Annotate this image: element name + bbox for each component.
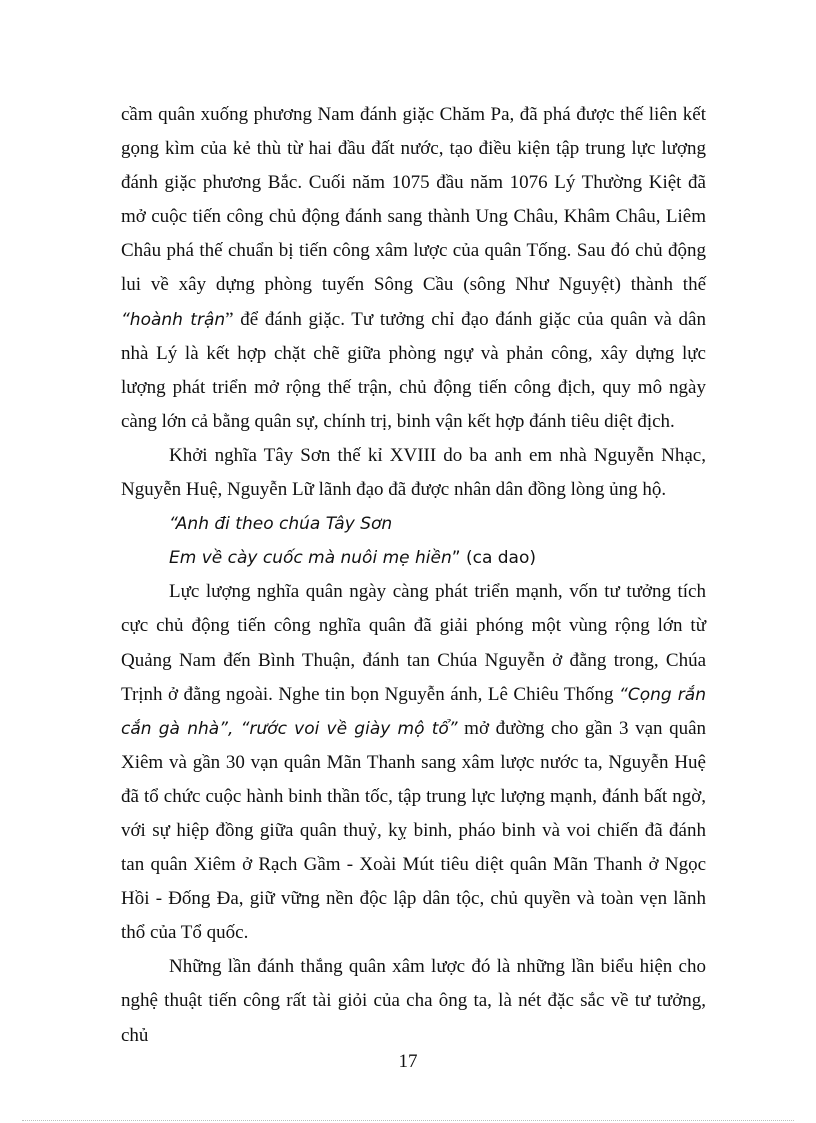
page-number: 17 <box>398 1051 418 1072</box>
verse-line-2 <box>121 541 706 575</box>
quote-cong-ran: “Cọng rắn cắn gà nhà”, “rước voi về giày mộ tổ” <box>121 684 706 739</box>
paragraph-tay-son: Khởi nghĩa Tây Sơn thế kỉ XVIII do ba anh em nhà Nguyễn Nhạc, Nguyễn Huệ, Nguyễn Lữ lãnh đạo đã được nhân dân đồng lòng ủng hộ. <box>121 444 706 501</box>
paragraph-nghia-quan-text-c: mở đường cho gần 3 vạn quân Xiêm và gần 30 vạn quân Mãn Thanh sang xâm lược nước ta, Nguyễn Huệ đã tổ chức cuộc hành binh thần tốc, tập trung lực lượng mạnh, đánh bất ngờ, với sự hiệp đồng giữa quân thuỷ, kỵ binh, pháo binh và voi chiến đã đánh tan quân Xiêm ở Rạch Gầm - Xoài Mút tiêu diệt quân Mãn Thanh ở Ngọc Hồi - Đống Đa, giữ vững nền độc lập dân tộc, chủ quyền và toàn vẹn lãnh thổ của Tổ quốc. <box>121 717 707 944</box>
verse-line-2-text: Em về cày cuốc mà nuôi mẹ hiền <box>169 548 452 569</box>
verse-line-1-text: “Anh đi theo chúa Tây Sơn <box>169 514 393 535</box>
body-text <box>121 98 706 1053</box>
paragraph-ly-dynasty <box>121 98 706 439</box>
paragraph-ly-text-a: cầm quân xuống phương Nam đánh giặc Chăm Pa, đã phá được thế liên kết gọng kìm của kẻ thù từ hai đầu đất nước, tạo điều kiện tập trung lực lượng đánh giặc phương Bắc. Cuối năm 1075 đầu năm 1076 Lý Thường Kiệt đã mở cuộc tiến công chủ động đánh sang thành Ung Châu, Khâm Châu, Liêm Châu phá thế chuẩn bị tiến công xâm lược của quân Tống. Sau đó chủ động lui về xây dựng phòng tuyến Sông Cầu (sông Như Nguyệt) thành thế <box>121 104 706 296</box>
verse-line-1 <box>121 507 706 541</box>
paragraph-nghia-quan <box>121 575 706 950</box>
footer-divider <box>22 1120 794 1121</box>
paragraph-nghia-quan-text-a: Lực lượng nghĩa quân ngày càng phát triển mạnh, vốn tư tưởng tích cực chủ động tiến công nghĩa quân đã giải phóng một vùng rộng lớn từ Quảng Nam đến Bình Thuận, đánh tan Chúa Nguyễn ở đằng trong, Chúa Trịnh ở đằng ngoài. Nghe tin bọn Nguyễn ánh, Lê Chiêu Thống <box>121 581 706 705</box>
quote-hoanh-tran: “hoành trận <box>121 309 226 330</box>
verse-source-note: ” (ca dao) <box>451 548 537 569</box>
paragraph-ly-text-c: ” để đánh giặc. Tư tưởng chỉ đạo đánh giặc của quân và dân nhà Lý là kết hợp chặt chẽ giữa phòng ngự và phản công, xây dựng lực lượng phát triển mở rộng thế trận, chủ động tiến công địch, quy mô ngày càng lớn cả bằng quân sự, chính trị, binh vận kết hợp đánh tiêu diệt địch. <box>121 308 706 432</box>
paragraph-nhung-lan: Những lần đánh thắng quân xâm lược đó là những lần biểu hiện cho nghệ thuật tiến công rất tài giỏi của cha ông ta, là nét đặc sắc về tư tưởng, chủ <box>121 956 706 1046</box>
